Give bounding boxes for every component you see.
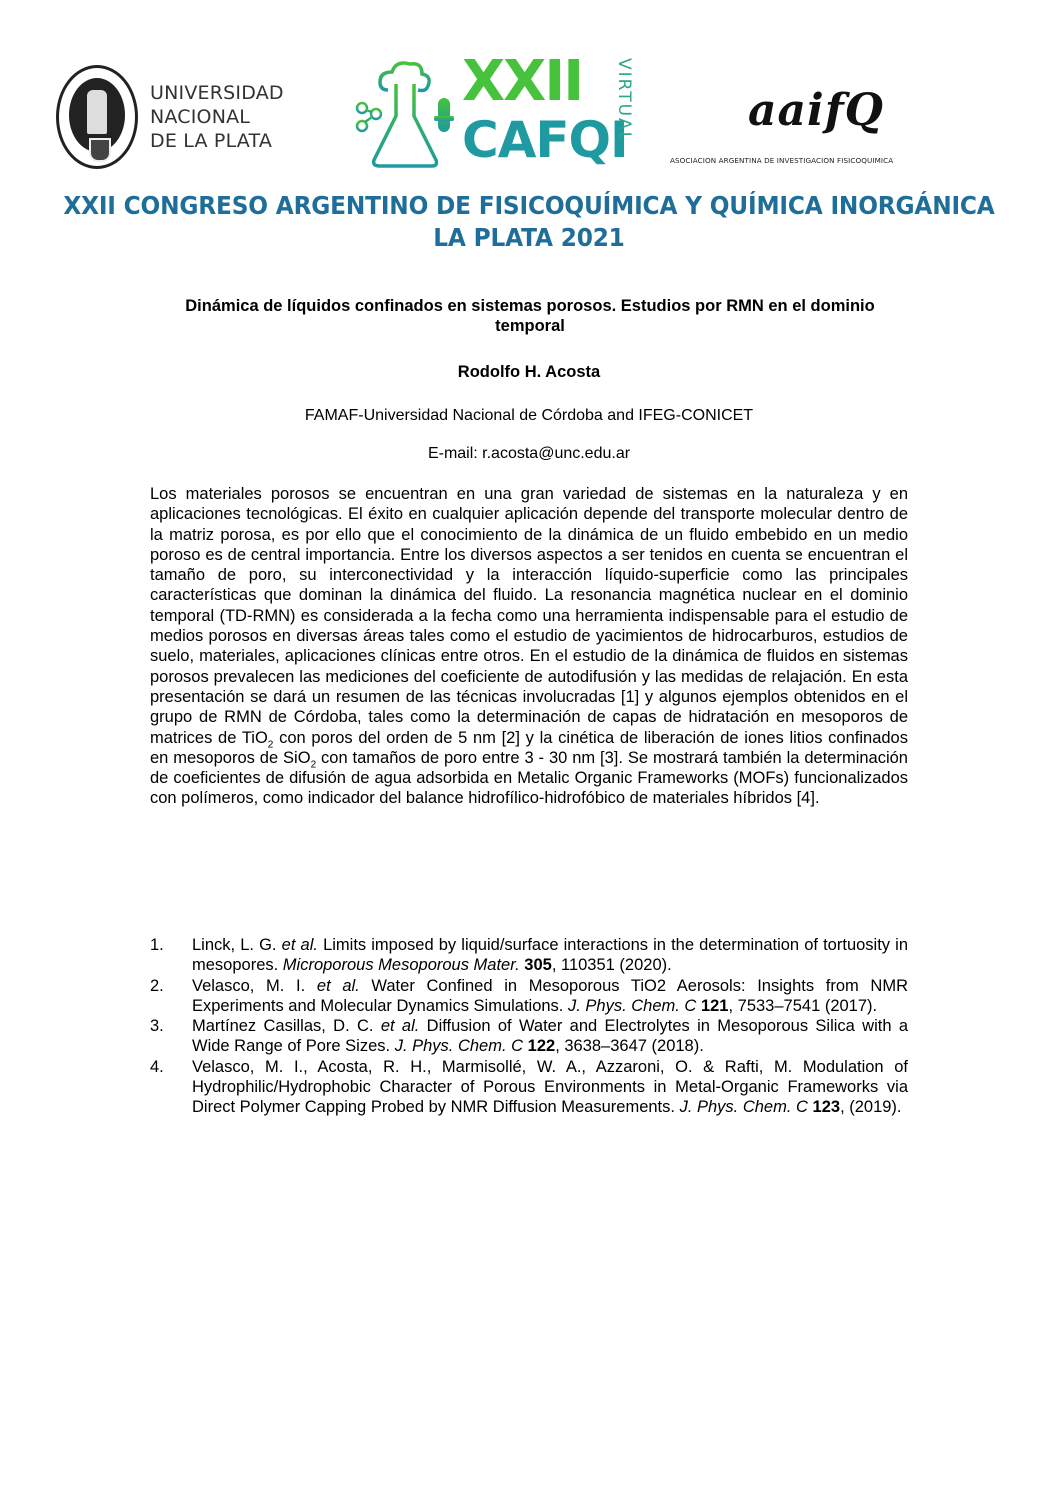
flask-icon (350, 50, 460, 180)
congress-title-line1: XXII CONGRESO ARGENTINO DE FISICOQUÍMICA Y QUÍMICA INORGÁNICA (63, 191, 995, 220)
unlp-seal-icon (56, 65, 138, 169)
aaifq-logo (670, 86, 960, 176)
congress-title-line2: LA PLATA 2021 (433, 223, 625, 252)
reference-item: 3. Martínez Casillas, D. C. et al. Diffusion of Water and Electrolytes in Mesoporous Silica with a Wide Range of Pore Sizes. J. Phys. Chem. C 122, 3638–3647 (2018). (150, 1017, 908, 1056)
unlp-logo-text: UNIVERSIDAD NACIONAL DE LA PLATA (150, 82, 284, 152)
aaifq-mark: aaifQ (748, 85, 884, 136)
cafqi-numeral: XXII (462, 49, 583, 114)
aaifq-subtitle: ASOCIACION ARGENTINA DE INVESTIGACION FISICOQUIMICA (670, 156, 894, 165)
article-affiliation: FAMAF-Universidad Nacional de Córdoba and IFEG-CONICET (304, 407, 754, 424)
reference-item: 4. Velasco, M. I., Acosta, R. H., Marmisollé, W. A., Azzaroni, O. & Rafti, M. Modulation of Hydrophilic/Hydrophobic Character of Porous Environments in Metal-Organic Frameworks via Direct Polymer Capping Probed by NMR Diffusion Measurements. J. Phys. Chem. C 123, (2019). (150, 1057, 908, 1117)
article-email: E-mail: r.acosta@unc.edu.ar (427, 445, 631, 462)
cafqi-name: CAFQI (462, 111, 628, 169)
cafqi-logo (350, 50, 650, 180)
congress-title (37, 190, 1021, 254)
article-author: Rodolfo H. Acosta (457, 363, 601, 381)
reference-item: 1. Linck, L. G. et al. Limits imposed by liquid/surface interactions in the determination of tortuosity in mesopores. Microporous Mesoporous Mater. 305, 110351 (2020). (150, 936, 908, 975)
unlp-logo (56, 62, 286, 172)
abstract-paragraph: Los materiales porosos se encuentran en una gran variedad de sistemas en la naturaleza y en aplicaciones tecnológicas. El éxito en cualquier aplicación depende del transporte molecular dentro de la matriz porosa, es por ello que el conocimiento de la dinámica de un fluido embebido en un medio poroso es de central importancia. Entre los diversos aspectos a ser tenidos en cuenta se encuentran el tamaño de poro, su interconectividad y la interacción líquido-superficie como las principales características que dominan la dinámica del fluido. La resonancia magnética nuclear en el dominio temporal (TD-RMN) es considerada a la fecha como una herramienta indispensable para el estudio de medios porosos en diversas áreas tales como el estudio de yacimientos de hidrocarburos, estudios de suelo, materiales, aplicaciones clínicas entre otros. En el estudio de la dinámica de fluidos en sistemas porosos prevalecen las mediciones del coeficiente de autodifusión y las medidas de relajación. En esta presentación se dará un resumen de las técnicas involucradas [1] y algunos ejemplos obtenidos en el grupo de RMN de Córdoba, tales como la determinación de capas de hidratación en mesoporos de matrices de TiO$_2$ con poros del orden de 5 nm [2] y la cinética de liberación de iones litios confinados en mesoporos de SiO$_2$ con tamaños de poro entre 3 - 30 nm [3]. Se mostrará también la determinación de coeficientes de difusión de agua adsorbida en Metalic Organic Frameworks (MOFs) funcionalizados con polímeros, como indicador del balance hidrofílico-hidrofóbico de materiales híbridos [4]. (150, 485, 908, 808)
reference-item: 2. Velasco, M. I. et al. Water Confined in Mesoporous TiO2 Aerosols: Insights from NMR Experiments and Molecular Dynamics Simulations. J. Phys. Chem. C 121, 7533–7541 (2017). (150, 976, 909, 1015)
cafqi-virtual-tag: VIRTUAL (614, 58, 634, 144)
article-title: Dinámica de líquidos confinados en sistemas porosos. Estudios por RMN en el dominio temporal (185, 297, 875, 335)
references-list (150, 935, 908, 1118)
